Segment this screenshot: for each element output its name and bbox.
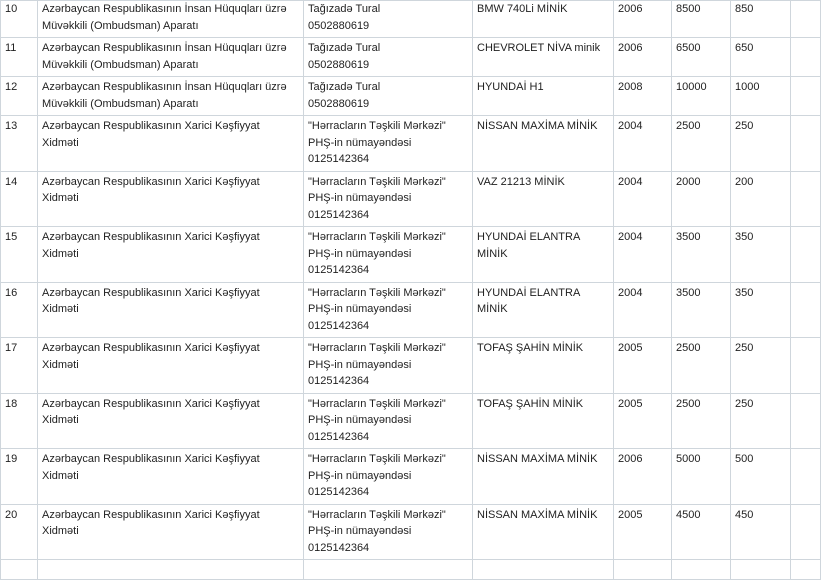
price-cell: 3500: [672, 282, 731, 338]
row-number-cell: 20: [1, 504, 38, 560]
contact-line: "Hərracların Təşkili Mərkəzi" PHŞ-in nümayəndəsi: [308, 120, 446, 149]
contact-line: "Hərracların Təşkili Mərkəzi" PHŞ-in nümayəndəsi: [308, 286, 446, 315]
extra-cell: [791, 560, 821, 580]
contact-cell: [304, 77, 473, 116]
amount-cell: 250: [731, 116, 791, 172]
extra-cell: [791, 116, 821, 172]
amount-cell: 500: [731, 449, 791, 505]
price-cell: [672, 560, 731, 580]
extra-cell: [791, 504, 821, 560]
price-cell: 8500: [672, 1, 731, 38]
contact-line: "Hərracların Təşkili Mərkəzi": [308, 453, 446, 465]
price-cell: 2500: [672, 338, 731, 394]
year-cell: 2005: [614, 338, 672, 394]
extra-cell: [791, 282, 821, 338]
price-cell: 2500: [672, 393, 731, 449]
vehicle-cell: TOFAŞ ŞAHİN MİNİK: [473, 393, 614, 449]
amount-cell: 1000: [731, 77, 791, 116]
amount-cell: 200: [731, 171, 791, 227]
contact-line: 0125142364: [308, 208, 370, 221]
table-row: [1, 393, 821, 449]
vehicle-cell: [473, 560, 614, 580]
year-cell: 2004: [614, 282, 672, 338]
amount-cell: 250: [731, 338, 791, 394]
contact-line: 0125142364: [308, 486, 370, 498]
amount-cell: 250: [731, 393, 791, 449]
table-row: [1, 227, 821, 283]
extra-cell: [791, 227, 821, 283]
amount-cell: 350: [731, 282, 791, 338]
contact-cell: [304, 1, 473, 38]
extra-cell: [791, 171, 821, 227]
table-row: [1, 282, 821, 338]
row-number-cell: [1, 560, 38, 580]
contact-line: "Hərracların Təşkili Mərkəzi" PHŞ-in nümayəndəsi: [308, 342, 446, 371]
organization-cell: Azərbaycan Respublikasının Xarici Kəşfiyyat Xidməti: [38, 338, 304, 394]
organization-cell: Azərbaycan Respublikasının İnsan Hüquqları üzrə Müvəkkili (Ombudsman) Aparatı: [38, 38, 304, 77]
vehicle-cell: HYUNDAİ H1: [473, 77, 614, 116]
contact-line: Tağızadə Tural: [308, 42, 381, 54]
vehicle-cell: HYUNDAİ ELANTRA MİNİK: [473, 227, 614, 283]
contact-cell: [304, 282, 473, 338]
contact-line: 0125142364: [308, 153, 370, 165]
year-cell: 2004: [614, 116, 672, 172]
table-row: [1, 338, 821, 394]
contact-line: PHŞ-in nümayəndəsi: [308, 414, 412, 426]
contact-line: 0125142364: [308, 375, 370, 387]
year-cell: 2004: [614, 171, 672, 227]
organization-cell: Azərbaycan Respublikasının Xarici Kəşfiyyat Xidməti: [38, 449, 304, 505]
table-row: [1, 116, 821, 172]
contact-line: PHŞ-in nümayəndəsi: [308, 469, 412, 482]
contact-cell: [304, 116, 473, 172]
contact-line: 0125142364: [308, 541, 370, 554]
year-cell: 2005: [614, 393, 672, 449]
organization-cell: Azərbaycan Respublikasının Xarici Kəşfiyyat Xidməti: [38, 282, 304, 338]
row-number-cell: 11: [1, 38, 38, 77]
contact-line: PHŞ-in nümayəndəsi: [308, 525, 412, 537]
year-cell: 2004: [614, 227, 672, 283]
organization-cell: Azərbaycan Respublikasının Xarici Kəşfiyyat Xidməti: [38, 504, 304, 560]
table-row: [1, 1, 821, 38]
contact-cell: [304, 449, 473, 505]
amount-cell: 850: [731, 1, 791, 38]
extra-cell: [791, 393, 821, 449]
contact-cell: [304, 393, 473, 449]
row-number-cell: 14: [1, 171, 38, 227]
year-cell: 2005: [614, 504, 672, 560]
contact-line: 0502880619: [308, 58, 370, 71]
amount-cell: 450: [731, 504, 791, 560]
year-cell: 2006: [614, 1, 672, 38]
organization-cell: Azərbaycan Respublikasının Xarici Kəşfiyyat Xidməti: [38, 227, 304, 283]
table-row: [1, 504, 821, 560]
row-number-cell: 12: [1, 77, 38, 116]
contact-line: "Hərracların Təşkili Mərkəzi": [308, 508, 446, 521]
amount-cell: 350: [731, 227, 791, 283]
year-cell: 2006: [614, 38, 672, 77]
price-cell: 2500: [672, 116, 731, 172]
price-cell: 3500: [672, 227, 731, 283]
table-row: [1, 38, 821, 77]
year-cell: 2006: [614, 449, 672, 505]
table-row: [1, 77, 821, 116]
contact-line: Tağızadə Tural: [308, 81, 381, 93]
row-number-cell: 16: [1, 282, 38, 338]
vehicle-cell: BMW 740Li MİNİK: [473, 1, 614, 38]
contact-line: "Hərracların Təşkili Mərkəzi" PHŞ-in nümayəndəsi: [308, 231, 446, 260]
contact-line: "Hərracların Təşkili Mərkəzi": [308, 397, 446, 410]
table-row: [1, 449, 821, 505]
extra-cell: [791, 77, 821, 116]
extra-cell: [791, 1, 821, 38]
extra-cell: [791, 449, 821, 505]
price-cell: 5000: [672, 449, 731, 505]
contact-cell: [304, 338, 473, 394]
year-cell: [614, 560, 672, 580]
table-body: [1, 1, 821, 580]
organization-cell: Azərbaycan Respublikasının Xarici Kəşfiyyat Xidməti: [38, 393, 304, 449]
row-number-cell: 13: [1, 116, 38, 172]
row-number-cell: 17: [1, 338, 38, 394]
organization-cell: Azərbaycan Respublikasının İnsan Hüquqları üzrə Müvəkkili (Ombudsman) Aparatı: [38, 1, 304, 38]
row-number-cell: 19: [1, 449, 38, 505]
amount-cell: [731, 560, 791, 580]
contact-cell: [304, 504, 473, 560]
vehicle-cell: TOFAŞ ŞAHİN MİNİK: [473, 338, 614, 394]
contact-cell: [304, 171, 473, 227]
contact-line: 0125142364: [308, 430, 370, 443]
price-cell: 6500: [672, 38, 731, 77]
vehicle-cell: CHEVROLET NİVA minik: [473, 38, 614, 77]
table-row: [1, 171, 821, 227]
organization-cell: [38, 560, 304, 580]
price-cell: 4500: [672, 504, 731, 560]
vehicle-cell: NİSSAN MAXİMA MİNİK: [473, 504, 614, 560]
vehicle-cell: NİSSAN MAXİMA MİNİK: [473, 116, 614, 172]
organization-cell: Azərbaycan Respublikasının İnsan Hüquqları üzrə Müvəkkili (Ombudsman) Aparatı: [38, 77, 304, 116]
amount-cell: 650: [731, 38, 791, 77]
contact-cell: [304, 560, 473, 580]
vehicle-cell: HYUNDAİ ELANTRA MİNİK: [473, 282, 614, 338]
vehicle-cell: NİSSAN MAXİMA MİNİK: [473, 449, 614, 505]
row-number-cell: 10: [1, 1, 38, 38]
price-cell: 10000: [672, 77, 731, 116]
row-number-cell: 15: [1, 227, 38, 283]
contact-cell: [304, 227, 473, 283]
year-cell: 2008: [614, 77, 672, 116]
row-number-cell: 18: [1, 393, 38, 449]
contact-line: Tağızadə Tural: [308, 3, 381, 15]
extra-cell: [791, 38, 821, 77]
contact-line: 0125142364: [308, 319, 370, 332]
contact-line: "Hərracların Təşkili Mərkəzi" PHŞ-in nümayəndəsi: [308, 175, 446, 204]
contact-line: 0502880619: [308, 97, 370, 110]
organization-cell: Azərbaycan Respublikasının Xarici Kəşfiyyat Xidməti: [38, 116, 304, 172]
price-cell: 2000: [672, 171, 731, 227]
organization-cell: Azərbaycan Respublikasının Xarici Kəşfiyyat Xidməti: [38, 171, 304, 227]
table-row: [1, 560, 821, 580]
extra-cell: [791, 338, 821, 394]
contact-line: 0502880619: [308, 19, 370, 32]
contact-cell: [304, 38, 473, 77]
vehicle-cell: VAZ 21213 MİNİK: [473, 171, 614, 227]
contact-line: 0125142364: [308, 264, 370, 276]
